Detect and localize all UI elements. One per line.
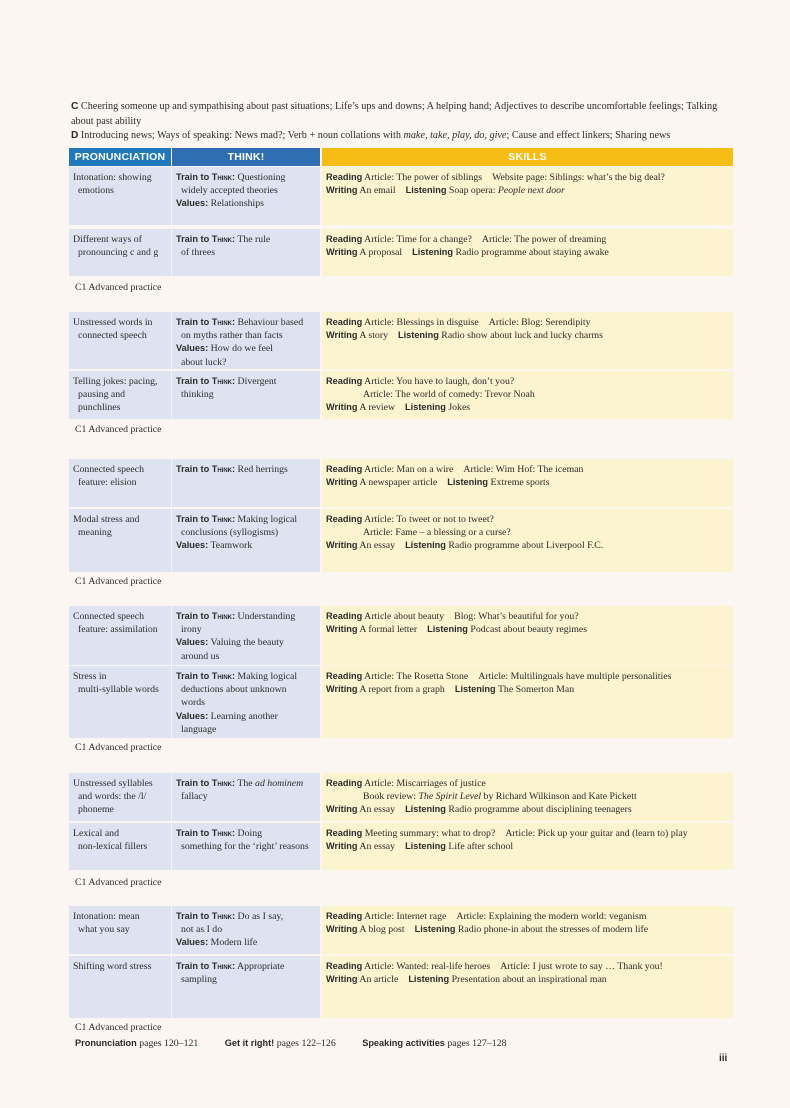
think-text: something for the ‘right’ reasons bbox=[181, 841, 309, 853]
skills-cell bbox=[322, 906, 733, 954]
writing-listening-line: Writing A review Listening Jokes bbox=[326, 402, 471, 414]
table-row bbox=[69, 823, 733, 870]
skills-cell bbox=[322, 606, 733, 665]
think-cell bbox=[172, 509, 320, 572]
values-line: Values: Modern life bbox=[176, 937, 258, 949]
pronunciation-cell bbox=[69, 459, 171, 507]
skills-cell bbox=[322, 773, 733, 821]
think-cell bbox=[172, 167, 320, 225]
advanced-practice-label: C1 Advanced practice bbox=[75, 282, 162, 293]
table-row bbox=[69, 371, 733, 419]
think-cell bbox=[172, 312, 320, 369]
values-text: around us bbox=[181, 650, 220, 662]
pronunciation-text: and words: the /l/ bbox=[78, 791, 147, 803]
advanced-practice-label: C1 Advanced practice bbox=[75, 877, 162, 888]
think-text: deductions about unknown bbox=[181, 684, 287, 696]
train-to-think-line: Train to Think: Questioning bbox=[176, 172, 286, 183]
pronunciation-text: Different ways of bbox=[73, 234, 142, 245]
values-line: Values: Relationships bbox=[176, 198, 264, 210]
writing-listening-line: Writing A blog post Listening Radio phone-in about the stresses of modern life bbox=[326, 924, 649, 936]
pronunciation-cell bbox=[69, 666, 171, 738]
skills-cell bbox=[322, 956, 733, 1018]
train-to-think-line: Train to Think: Understanding bbox=[176, 611, 296, 622]
think-text: irony bbox=[181, 624, 202, 636]
pronunciation-cell bbox=[69, 956, 171, 1018]
values-text: about luck? bbox=[181, 356, 227, 368]
table-row bbox=[69, 773, 733, 821]
pronunciation-cell bbox=[69, 906, 171, 954]
writing-listening-line: Writing A proposal Listening Radio programme about staying awake bbox=[326, 247, 609, 259]
reading-line: Reading Article: Wanted: real-life heroes Article: I just wrote to say … Thank you! bbox=[326, 961, 663, 972]
think-cell bbox=[172, 666, 320, 738]
pronunciation-text: meaning bbox=[78, 527, 112, 539]
pronunciation-text: emotions bbox=[78, 185, 114, 197]
train-to-think-line: Train to Think: Do as I say, bbox=[176, 911, 284, 922]
writing-listening-line: Writing A report from a graph Listening The Somerton Man bbox=[326, 684, 575, 696]
pronunciation-text: Intonation: mean bbox=[73, 911, 140, 922]
pronunciation-text: Lexical and bbox=[73, 828, 119, 839]
reading-line: Reading Article: Time for a change? Article: The power of dreaming bbox=[326, 234, 607, 245]
skills-cell bbox=[322, 509, 733, 572]
skills-cell bbox=[322, 823, 733, 870]
values-line: Values: How do we feel bbox=[176, 343, 273, 355]
think-cell bbox=[172, 371, 320, 419]
think-cell bbox=[172, 606, 320, 665]
think-text: of threes bbox=[181, 247, 216, 259]
reading-line-2: Article: The world of comedy: Trevor Noah bbox=[363, 389, 535, 401]
page-number: iii bbox=[719, 1053, 728, 1064]
pronunciation-text: connected speech bbox=[78, 330, 147, 342]
reading-line-2: Article: Fame – a blessing or a curse? bbox=[363, 527, 511, 539]
pronunciation-cell bbox=[69, 509, 171, 572]
think-cell bbox=[172, 773, 320, 821]
pronunciation-text: phoneme bbox=[78, 804, 114, 816]
train-to-think-line: Train to Think: The ad hominem bbox=[176, 778, 304, 789]
pronunciation-text: feature: elision bbox=[78, 477, 137, 489]
pronunciation-text: Shifting word stress bbox=[73, 961, 152, 972]
table-row bbox=[69, 606, 733, 665]
pronunciation-cell bbox=[69, 229, 171, 276]
advanced-practice-label: C1 Advanced practice bbox=[75, 576, 162, 587]
think-cell bbox=[172, 823, 320, 870]
summary-c: C Cheering someone up and sympathising about past situations; Life’s ups and downs; A helping hand; Adjectives to describe uncomfortable feelings; Talking about past ability bbox=[71, 101, 718, 127]
think-cell bbox=[172, 229, 320, 276]
reading-line: Reading Article: To tweet or not to tweet? bbox=[326, 514, 494, 525]
pronunciation-cell bbox=[69, 371, 171, 419]
reading-line: Reading Article: The Rosetta Stone Article: Multilinguals have multiple personalities bbox=[326, 671, 672, 682]
table-row bbox=[69, 312, 733, 369]
writing-listening-line: Writing A formal letter Listening Podcast about beauty regimes bbox=[326, 624, 588, 636]
writing-listening-line: Writing An email Listening Soap opera: People next door bbox=[326, 185, 565, 197]
skills-cell bbox=[322, 666, 733, 738]
reading-line: Reading Article: Miscarriages of justice bbox=[326, 778, 486, 789]
reading-line: Reading Article: Internet rage Article: Explaining the modern world: veganism bbox=[326, 911, 647, 922]
values-text: language bbox=[181, 723, 217, 735]
header-pronunciation: PRONUNCIATION bbox=[69, 148, 171, 166]
unit-summaries bbox=[71, 100, 731, 144]
train-to-think-line: Train to Think: Red herrings bbox=[176, 464, 288, 475]
train-to-think-line: Train to Think: Doing bbox=[176, 828, 263, 839]
think-text: conclusions (syllogisms) bbox=[181, 527, 279, 539]
pronunciation-text: punchlines bbox=[78, 402, 121, 414]
train-to-think-line: Train to Think: The rule bbox=[176, 234, 271, 245]
values-line: Values: Learning another bbox=[176, 710, 278, 722]
summary-d: D Introducing news; Ways of speaking: News mad?; Verb + noun collations with make, take, play, do, give; Cause and effect linkers; Sharing news bbox=[71, 130, 671, 141]
advanced-practice-label: C1 Advanced practice bbox=[75, 424, 162, 435]
think-cell bbox=[172, 459, 320, 507]
table-row bbox=[69, 459, 733, 507]
pronunciation-text: feature: assimilation bbox=[78, 624, 158, 636]
pronunciation-text: Connected speech bbox=[73, 464, 144, 475]
skills-cell bbox=[322, 459, 733, 507]
pronunciation-text: multi-syllable words bbox=[78, 684, 159, 696]
writing-listening-line: Writing An essay Listening Life after school bbox=[326, 841, 514, 853]
header-skills: SKILLS bbox=[322, 148, 733, 166]
writing-listening-line: Writing An essay Listening Radio programme about disciplining teenagers bbox=[326, 804, 632, 816]
train-to-think-line: Train to Think: Making logical bbox=[176, 671, 298, 682]
pronunciation-cell bbox=[69, 312, 171, 369]
advanced-practice-label: C1 Advanced practice bbox=[75, 742, 162, 753]
train-to-think-line: Train to Think: Making logical bbox=[176, 514, 298, 525]
pronunciation-text: non-lexical fillers bbox=[78, 841, 148, 853]
pronunciation-text: Stress in bbox=[73, 671, 107, 682]
pronunciation-text: Telling jokes: pacing, bbox=[73, 376, 158, 387]
table-row bbox=[69, 906, 733, 954]
pronunciation-cell bbox=[69, 823, 171, 870]
skills-cell bbox=[322, 312, 733, 369]
pronunciation-cell bbox=[69, 606, 171, 665]
reading-line-2: Book review: The Spirit Level by Richard Wilkinson and Kate Pickett bbox=[363, 791, 637, 803]
think-text: on myths rather than facts bbox=[181, 330, 283, 342]
skills-cell bbox=[322, 167, 733, 225]
think-text: widely accepted theories bbox=[181, 185, 278, 197]
pronunciation-text: pronouncing c and g bbox=[78, 247, 159, 259]
pronunciation-text: pausing and bbox=[78, 389, 126, 401]
reading-line: Reading Article: You have to laugh, don’t you? bbox=[326, 376, 515, 387]
skills-cell bbox=[322, 229, 733, 276]
train-to-think-line: Train to Think: Appropriate bbox=[176, 961, 285, 972]
pronunciation-cell bbox=[69, 773, 171, 821]
pronunciation-text: Unstressed syllables bbox=[73, 778, 153, 789]
writing-listening-line: Writing An article Listening Presentation about an inspirational man bbox=[326, 974, 607, 986]
advanced-practice-label: C1 Advanced practice bbox=[75, 1022, 162, 1033]
reading-line: Reading Article: Blessings in disguise Article: Blog: Serendipity bbox=[326, 317, 591, 328]
header-think: THINK! bbox=[172, 148, 320, 166]
train-to-think-line: Train to Think: Behaviour based bbox=[176, 317, 304, 328]
pronunciation-text: Unstressed words in bbox=[73, 317, 153, 328]
pronunciation-cell bbox=[69, 167, 171, 225]
think-cell bbox=[172, 956, 320, 1018]
reading-line: Reading Article about beauty Blog: What’s beautiful for you? bbox=[326, 611, 579, 622]
table-row bbox=[69, 229, 733, 276]
reading-line: Reading Meeting summary: what to drop? Article: Pick up your guitar and (learn to) play bbox=[326, 828, 688, 839]
think-text: not as I do bbox=[181, 924, 223, 936]
think-text: thinking bbox=[181, 389, 214, 401]
pronunciation-text: Connected speech bbox=[73, 611, 144, 622]
values-line: Values: Valuing the beauty bbox=[176, 637, 284, 649]
footer-references: Pronunciation pages 120–121 Get it right! pages 122–126 Speaking activities pages 127–128 bbox=[75, 1038, 507, 1049]
think-text: words bbox=[181, 697, 205, 709]
skills-cell bbox=[322, 371, 733, 419]
reading-line: Reading Article: The power of siblings Website page: Siblings: what’s the big deal? bbox=[326, 172, 665, 183]
think-text: sampling bbox=[181, 974, 217, 986]
writing-listening-line: Writing A story Listening Radio show about luck and lucky charms bbox=[326, 330, 603, 342]
pronunciation-text: what you say bbox=[78, 924, 130, 936]
pronunciation-text: Modal stress and bbox=[73, 514, 140, 525]
writing-listening-line: Writing A newspaper article Listening Extreme sports bbox=[326, 477, 550, 489]
reading-line: Reading Article: Man on a wire Article: Wim Hof: The iceman bbox=[326, 464, 584, 475]
table-row bbox=[69, 666, 733, 738]
table-row bbox=[69, 509, 733, 572]
think-text: fallacy bbox=[181, 791, 208, 803]
values-line: Values: Teamwork bbox=[176, 540, 253, 552]
writing-listening-line: Writing An essay Listening Radio programme about Liverpool F.C. bbox=[326, 540, 604, 552]
table-row bbox=[69, 956, 733, 1018]
think-cell bbox=[172, 906, 320, 954]
train-to-think-line: Train to Think: Divergent bbox=[176, 376, 277, 387]
pronunciation-text: Intonation: showing bbox=[73, 172, 152, 183]
table-row bbox=[69, 167, 733, 225]
